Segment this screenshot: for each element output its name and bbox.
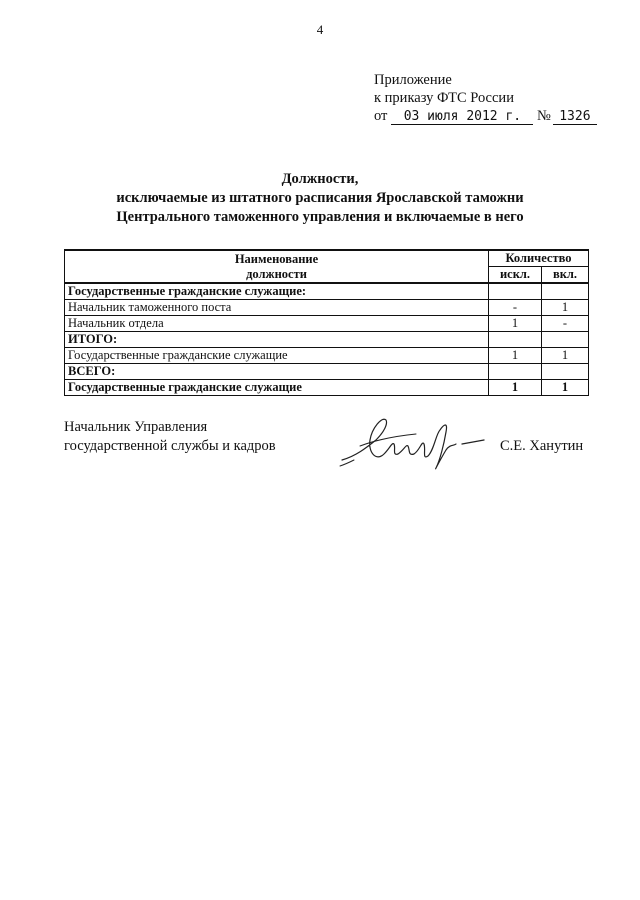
included-header: вкл.	[542, 267, 589, 284]
page-number: 4	[316, 22, 324, 37]
title-line-3: Центрального таможенного управления и включаемые в него	[116, 209, 524, 225]
table-row	[65, 316, 589, 332]
table-row	[65, 332, 589, 348]
name-header	[65, 250, 489, 283]
row-name: Государственные гражданские служащие	[65, 348, 489, 364]
order-number: 1326	[553, 110, 597, 125]
row-excluded	[489, 283, 542, 300]
table-header-row	[65, 250, 589, 267]
row-included: 1	[542, 300, 589, 316]
row-excluded: 1	[489, 316, 542, 332]
appendix-header	[374, 71, 597, 125]
order-date: 03 июля 2012 г.	[391, 110, 533, 125]
table-row	[65, 300, 589, 316]
table-row	[65, 380, 589, 396]
quantity-header: Количество	[489, 250, 589, 267]
row-included: -	[542, 316, 589, 332]
row-included: 1	[542, 380, 589, 396]
order-reference: к приказу ФТС России	[374, 90, 514, 106]
table-row	[65, 283, 589, 300]
row-name: Начальник таможенного поста	[65, 300, 489, 316]
row-included	[542, 332, 589, 348]
appendix-label: Приложение	[374, 72, 452, 88]
row-name: ВСЕГО:	[65, 364, 489, 380]
row-name: Государственные гражданские служащие	[65, 380, 489, 396]
positions-table	[64, 249, 589, 396]
row-name: ИТОГО:	[65, 332, 489, 348]
row-included: 1	[542, 348, 589, 364]
name-header-line-1: Наименование	[234, 251, 319, 266]
row-included	[542, 283, 589, 300]
name-header-line-2: должности	[246, 266, 307, 281]
row-excluded: -	[489, 300, 542, 316]
row-excluded: 1	[489, 380, 542, 396]
order-date-number	[374, 107, 597, 125]
from-label: от	[374, 108, 388, 124]
number-label: №	[537, 108, 551, 124]
excluded-header: искл.	[489, 267, 542, 284]
signer-name: С.Е. Ханутин	[500, 438, 584, 454]
position-line-2: государственной службы и кадров	[64, 438, 276, 454]
document-title	[0, 170, 640, 227]
row-excluded	[489, 364, 542, 380]
table-row	[65, 364, 589, 380]
row-excluded: 1	[489, 348, 542, 364]
position-line-1: Начальник Управления	[64, 419, 208, 435]
signatory-position	[64, 418, 276, 456]
row-excluded	[489, 332, 542, 348]
row-name: Начальник отдела	[65, 316, 489, 332]
title-line-1: Должности,	[281, 171, 359, 187]
table-row	[65, 348, 589, 364]
row-included	[542, 364, 589, 380]
row-name: Государственные гражданские служащие:	[65, 283, 489, 300]
handwritten-signature	[336, 410, 496, 480]
title-line-2: исключаемые из штатного расписания Ярославской таможни	[116, 190, 524, 206]
